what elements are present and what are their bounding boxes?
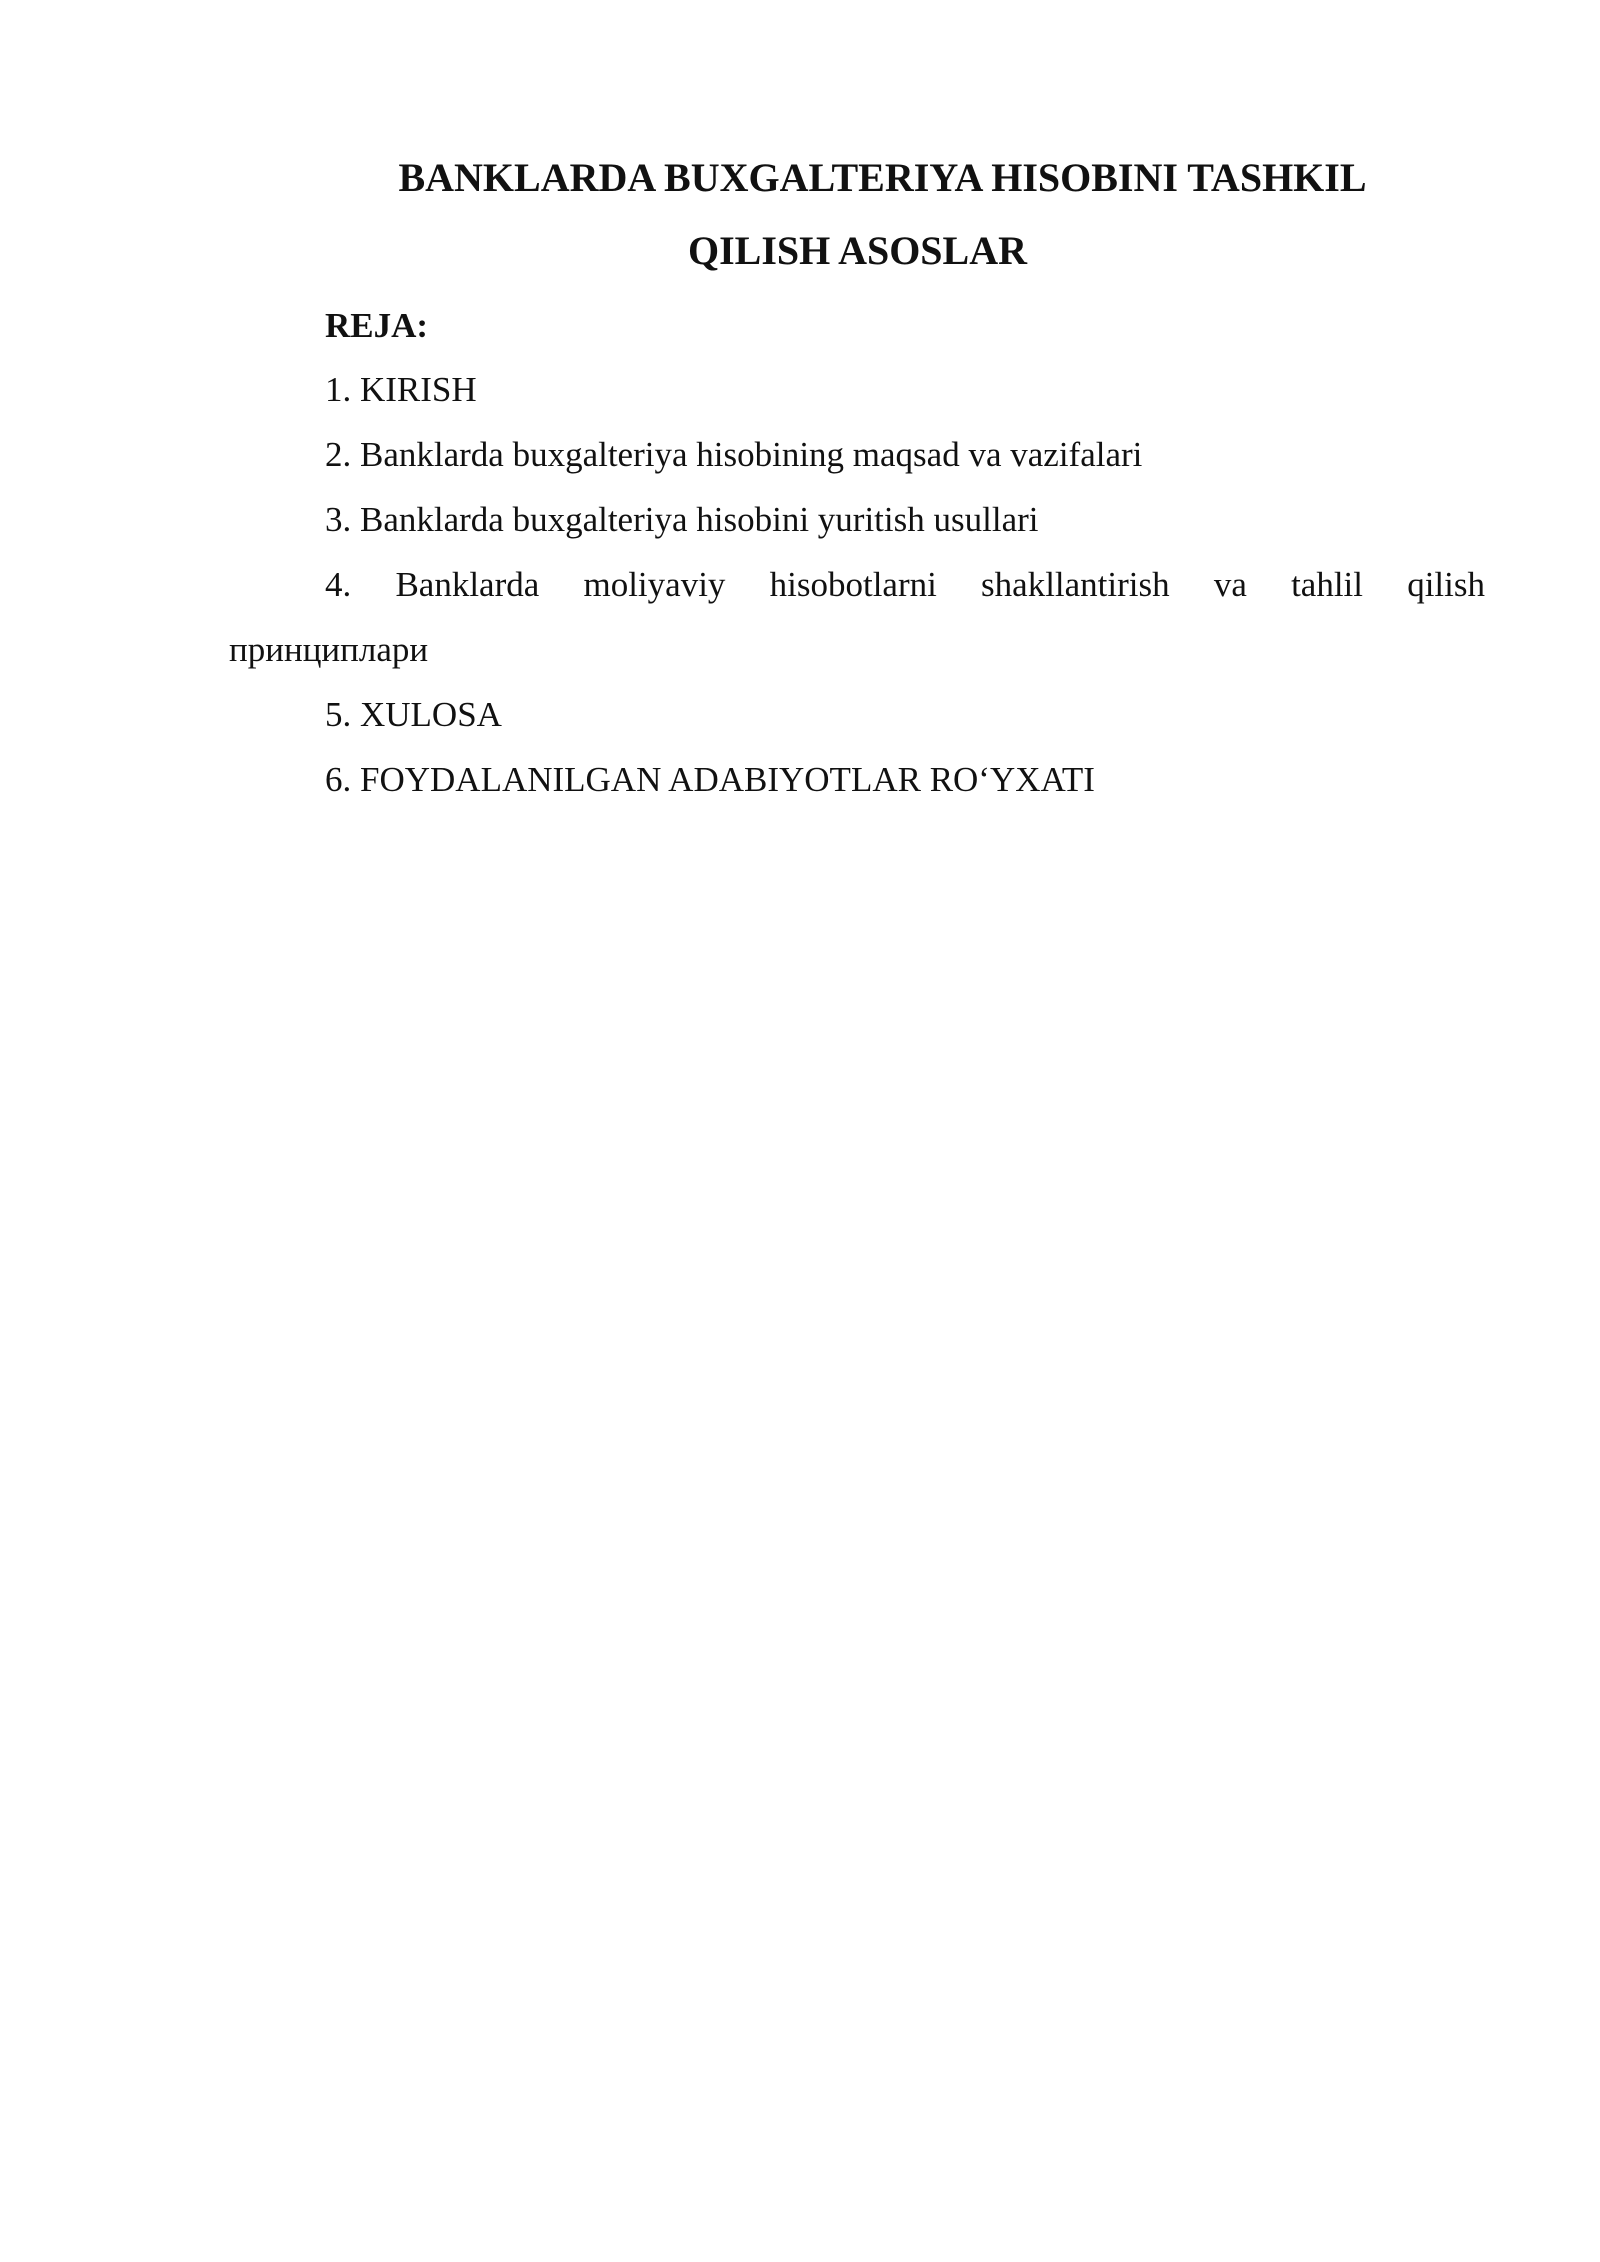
document-title-line-1: BANKLARDA BUXGALTERIYA HISOBINI TASHKIL [398,155,1367,200]
plan-item-2: 2. Banklarda buxgalteriya hisobining maqsad va vazifalari [325,435,1143,474]
plan-item-6: 6. FOYDALANILGAN ADABIYOTLAR RO‘YXATI [325,760,1095,799]
plan-item-5: 5. XULOSA [325,695,502,734]
plan-heading: REJA: [325,306,429,345]
plan-item-3: 3. Banklarda buxgalteriya hisobini yuritish usullari [325,500,1039,539]
document-title-line-2: QILISH ASOSLAR [687,228,1028,273]
plan-item-4: 4. Banklarda moliyaviy hisobotlarni shakllantirish va tahlil qilish [325,565,1485,604]
plan-item-1: 1. KIRISH [325,370,477,409]
plan-item-4-continuation: принциплари [229,630,429,669]
